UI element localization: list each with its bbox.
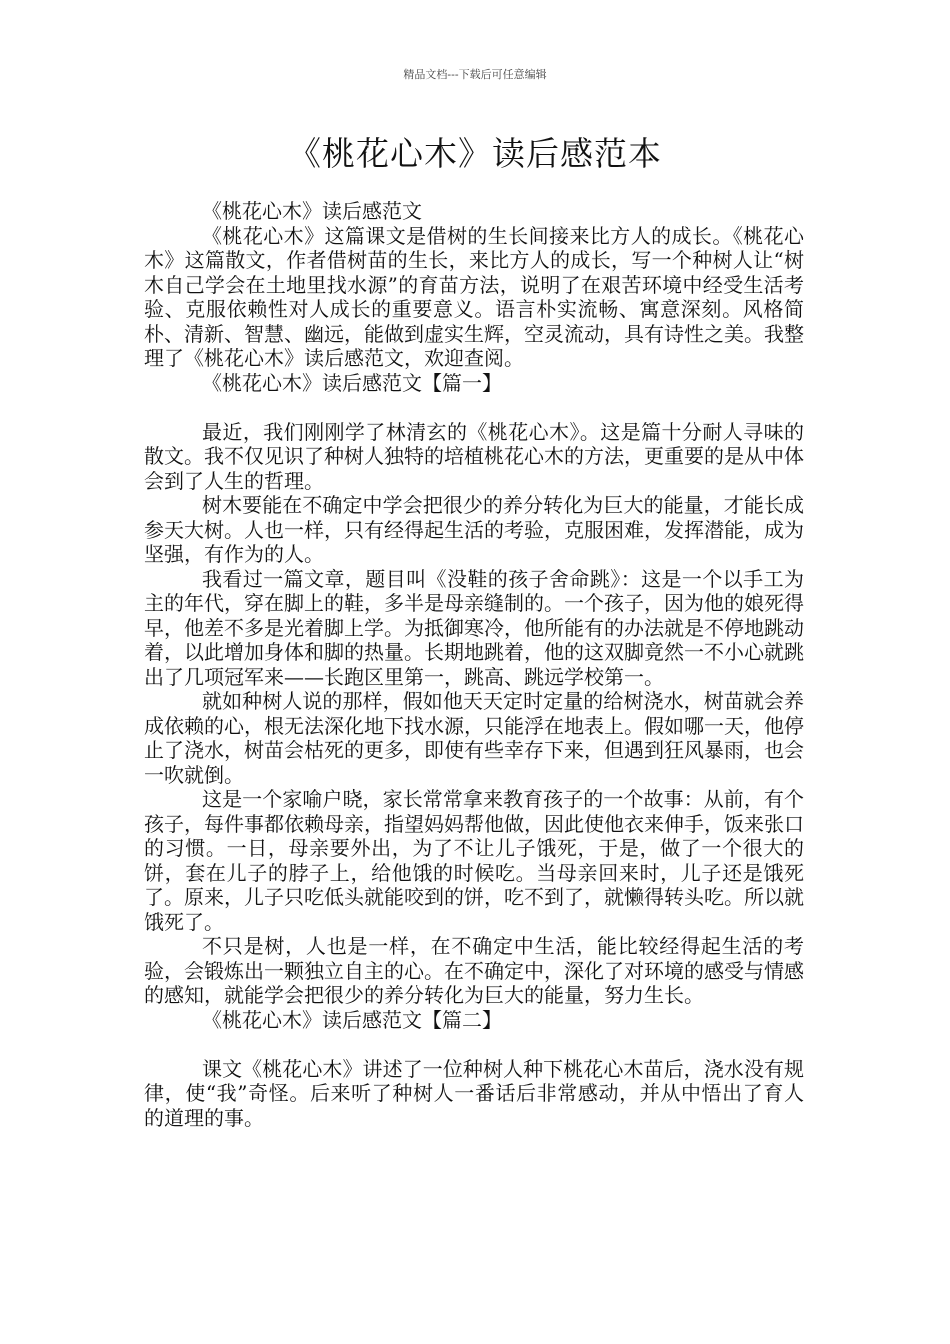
document-title: 《桃花心木》读后感范本 xyxy=(288,134,662,173)
body-paragraph: 就如种树人说的那样，假如他天天定时定量的给树浇水，树苗就会养成依赖的心，根无法深化地下找水源，只能浮在地表上。假如哪一天，他停止了浇水，树苗会枯死的更多，即使有些幸存下来，但遇到狂风暴雨，也会一吹就倒。 xyxy=(144,689,804,787)
section-heading-2: 《桃花心木》读后感范文【篇二】 xyxy=(202,1007,502,1032)
document-body xyxy=(144,199,804,1130)
body-paragraph: 最近，我们刚刚学了林清玄的《桃花心木》。这是篇十分耐人寻味的散文。我不仅见识了种树人独特的培植桃花心木的方法，更重要的是从中体会到了人生的哲理。 xyxy=(144,419,804,493)
blank-line xyxy=(144,1032,804,1057)
body-paragraph: 树木要能在不确定中学会把很少的养分转化为巨大的能量，才能长成参天大树。人也一样，只有经得起生活的考验，克服困难，发挥潜能，成为坚强，有作为的人。 xyxy=(144,493,804,566)
body-paragraph: 课文《桃花心木》讲述了一位种树人种下桃花心木苗后，浇水没有规律，使“我”奇怪。后来听了种树人一番话后非常感动，并从中悟出了育人的道理的事。 xyxy=(144,1056,804,1130)
page-header: 精品文档---下载后可任意编辑 xyxy=(403,68,547,81)
intro-paragraph: 《桃花心木》这篇课文是借树的生长间接来比方人的成长。《桃花心木》这篇散文，作者借树苗的生长，来比方人的成长，写一个种树人让“树木自己学会在土地里找水源”的育苗方法，说明了在艰苦环境中经受生活考验、克服依赖性对人成长的重要意义。语言朴实流畅、寓意深刻。风格简朴、清新、智慧、幽远，能做到虚实生辉，空灵流动，具有诗性之美。我整理了《桃花心木》读后感范文，欢迎查阅。 xyxy=(144,223,804,370)
blank-line xyxy=(144,395,804,420)
section-heading-1: 《桃花心木》读后感范文【篇一】 xyxy=(202,370,502,395)
body-paragraph: 我看过一篇文章，题目叫《没鞋的孩子舍命跳》：这是一个以手工为主的年代，穿在脚上的鞋，多半是母亲缝制的。一个孩子，因为他的娘死得早，他差不多是光着脚上学。为抵御寒冷，他所能有的办法就是不停地跳动着，以此增加身体和脚的热量。长期地跳着，他的这双脚竟然一不小心就跳出了几项冠军来——长跑区里第一，跳高、跳远学校第一。 xyxy=(144,566,804,689)
subtitle-paragraph: 《桃花心木》读后感范文 xyxy=(202,199,422,223)
body-paragraph: 这是一个家喻户晓，家长常常拿来教育孩子的一个故事：从前，有个孩子，每件事都依赖母亲，指望妈妈帮他做，因此使他衣来伸手，饭来张口的习惯。一日，母亲要外出，为了不让儿子饿死，于是，做了一个很大的饼，套在儿子的脖子上，给他饿的时候吃。当母亲回来时，儿子还是饿死了。原来，儿子只吃低头就能咬到的饼，吃不到了，就懒得转头吃。所以就饿死了。 xyxy=(144,787,804,934)
body-paragraph: 不只是树，人也是一样，在不确定中生活，能比较经得起生活的考验，会锻炼出一颗独立自主的心。在不确定中，深化了对环境的感受与情感的感知，就能学会把很少的养分转化为巨大的能量，努力生长。 xyxy=(144,934,804,1007)
